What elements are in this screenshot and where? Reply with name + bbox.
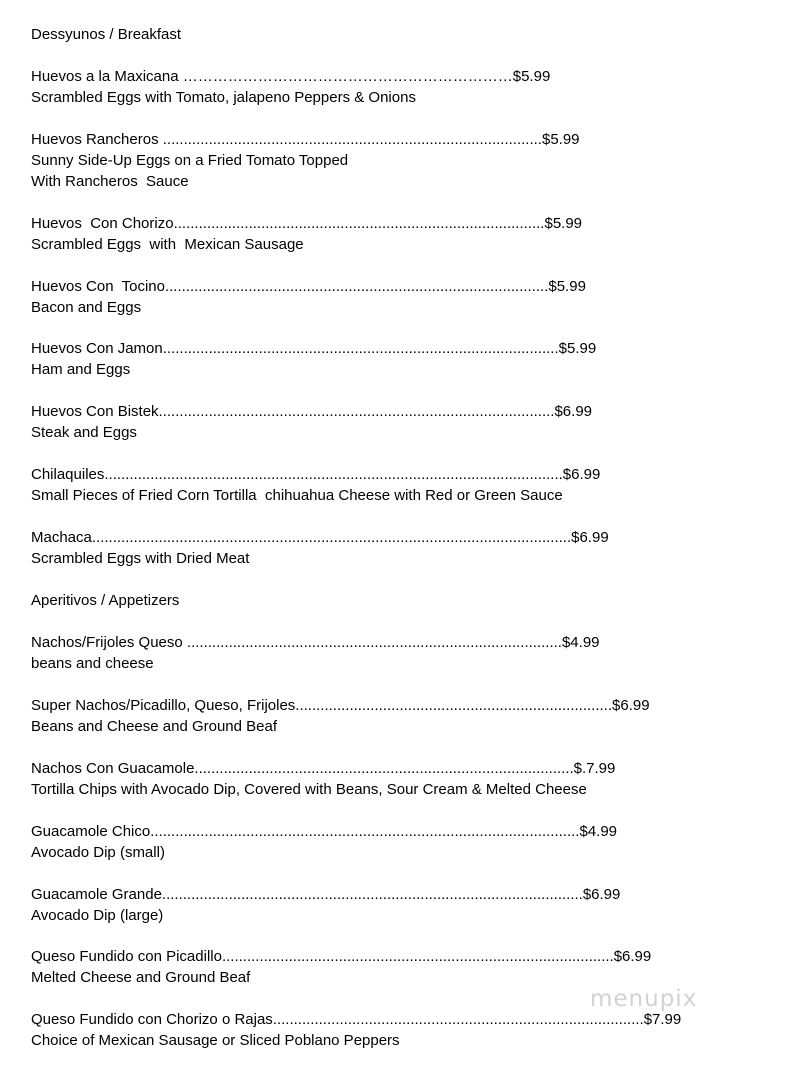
item-description: Steak and Eggs (31, 424, 137, 441)
item-description: Sunny Side-Up Eggs on a Fried Tomato Topped (31, 152, 349, 169)
item-name-price: Nachos/Frijoles Queso ..........................................................................................$4.99 (31, 634, 600, 651)
item-description: Scrambled Eggs with Tomato, jalapeno Peppers & Onions (31, 89, 416, 106)
item-name-price: Guacamole Chico.......................................................................................................$4.99 (31, 823, 618, 840)
item-description: Avocado Dip (small) (31, 844, 165, 861)
item-description: Melted Cheese and Ground Beaf (31, 969, 251, 986)
item-name-price: Chilaquiles..............................................................................................................$6.99 (31, 466, 601, 483)
item-description: Scrambled Eggs with Mexican Sausage (31, 236, 304, 253)
item-description: Beans and Cheese and Ground Beaf (31, 718, 278, 735)
section-heading-breakfast: Dessyunos / Breakfast (31, 26, 182, 43)
item-description: Small Pieces of Fried Corn Tortilla chihuahua Cheese with Red or Green Sauce (31, 487, 563, 504)
item-description: Avocado Dip (large) (31, 907, 164, 924)
item-name-price: Huevos Con Tocino............................................................................................$5.99 (31, 278, 586, 295)
item-name-price: Super Nachos/Picadillo, Queso, Frijoles............................................................................$6.99 (31, 697, 650, 714)
item-description: Tortilla Chips with Avocado Dip, Covered with Beans, Sour Cream & Melted Cheese (31, 781, 587, 798)
item-name-price: Huevos Con Bistek...............................................................................................$6.99 (31, 403, 593, 420)
item-description: Choice of Mexican Sausage or Sliced Poblano Peppers (31, 1032, 400, 1049)
item-name-price: Huevos a la Maxicana …………………………………………………………$5.99 (31, 68, 551, 85)
item-name-price: Queso Fundido con Chorizo o Rajas.........................................................................................$7.99 (31, 1011, 682, 1028)
item-name-price: Huevos Con Jamon...............................................................................................$5.99 (31, 340, 597, 357)
item-name-price: Nachos Con Guacamole...........................................................................................$.7.99 (31, 760, 616, 777)
watermark-logo: menupix (590, 986, 698, 1012)
item-description: beans and cheese (31, 655, 154, 672)
item-name-price: Queso Fundido con Picadillo..............................................................................................$6.99 (31, 948, 652, 965)
item-name-price: Guacamole Grande.....................................................................................................$6.99 (31, 886, 621, 903)
section-heading-appetizers: Aperitivos / Appetizers (31, 592, 180, 609)
item-description: Scrambled Eggs with Dried Meat (31, 550, 250, 567)
item-name-price: Huevos Con Chorizo.........................................................................................$5.99 (31, 215, 583, 232)
item-name-price: Huevos Rancheros ...........................................................................................$5.99 (31, 131, 580, 148)
item-description: Ham and Eggs (31, 361, 131, 378)
item-description: With Rancheros Sauce (31, 173, 189, 190)
item-name-price: Machaca...................................................................................................................$6.99 (31, 529, 609, 546)
item-description: Bacon and Eggs (31, 299, 142, 316)
